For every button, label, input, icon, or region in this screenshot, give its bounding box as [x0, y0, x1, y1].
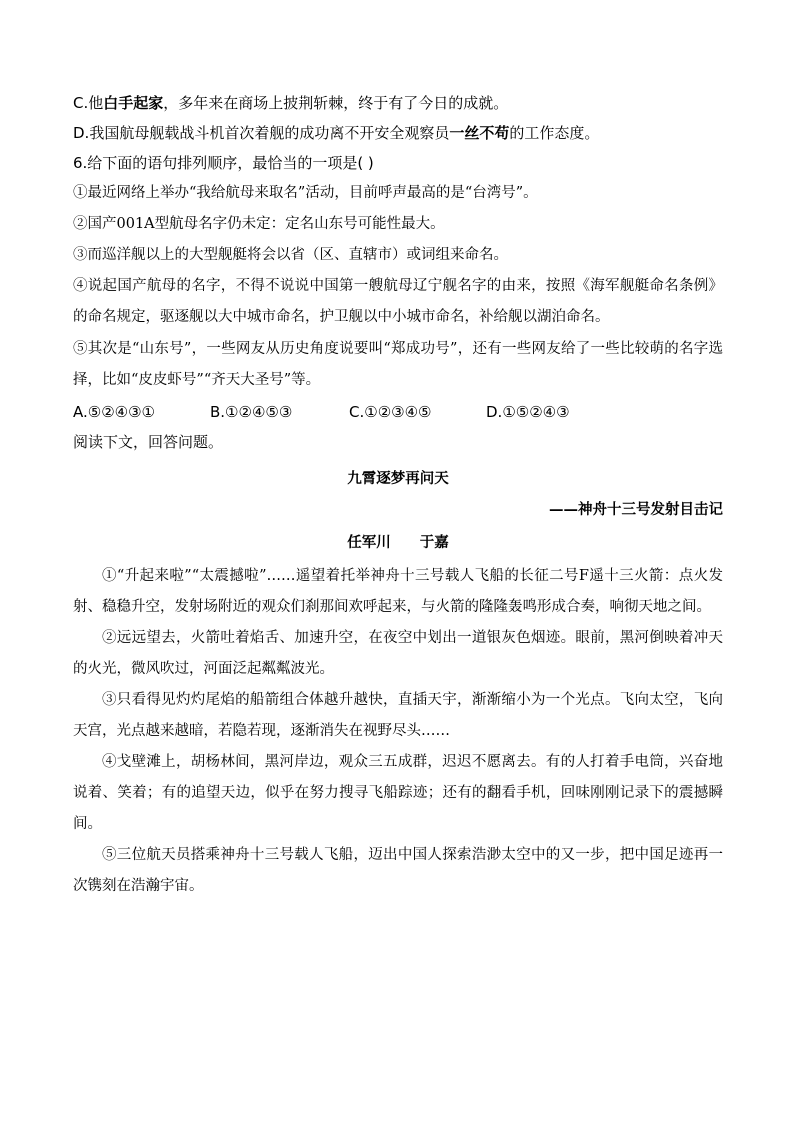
- article-title: 九霄逐梦再问天: [347, 470, 449, 487]
- option-c-bold-term: 白手起家: [103, 94, 164, 112]
- answer-choices: [73, 402, 723, 422]
- article-subtitle: ——神舟十三号发射目击记: [549, 501, 723, 518]
- article-authors: 任军川 于嘉: [347, 534, 449, 551]
- choice-c: C.①②③④⑤: [349, 403, 432, 421]
- sentence-1: ①最近网络上举办“我给航母来取名”活动，目前呼声最高的是“台湾号”。: [73, 185, 538, 201]
- option-d-line: [73, 123, 723, 143]
- sentence-4: ④说起国产航母的名字，不得不说说中国第一艘航母辽宁舰名字的由来，按照《海军舰艇命名条例》的命名规定，驱逐舰以大中城市命名，护卫舰以中小城市命名，补给舰以湖泊命名。: [73, 278, 723, 325]
- article-paragraph-2: ②远远望去，火箭吐着焰舌、加速升空，在夜空中划出一道银灰色烟迹。眼前，黑河倒映着冲天的火光，微风吹过，河面泛起粼粼波光。: [73, 630, 723, 677]
- choice-a: A.⑤②④③①: [73, 403, 156, 421]
- article-paragraph-4: ④戈壁滩上，胡杨林间，黑河岸边，观众三五成群，迟迟不愿离去。有的人打着手电筒，兴奋地说着、笑着；有的追望天边，似乎在努力搜寻飞船踪迹；还有的翻看手机，回味刚刚记录下的震撼瞬间。: [73, 754, 723, 832]
- sentence-2: ②国产001A型航母名字仍未定：定名山东号可能性最大。: [73, 216, 445, 232]
- sentence-5: ⑤其次是“山东号”，一些网友从历史角度说要叫“郑成功号”，还有一些网友给了一些比较萌的名字选择，比如“皮皮虾号”“齐天大圣号”等。: [73, 341, 723, 388]
- option-d-bold-term: 一丝不苟: [449, 124, 510, 142]
- article-paragraph-1: ①“升起来啦”“太震撼啦”……遥望着托举神舟十三号载人飞船的长征二号F遥十三火箭：点火发射、稳稳升空，发射场附近的观众们刹那间欢呼起来，与火箭的隆隆轰鸣形成合奏，响彻天地之间。: [73, 568, 723, 615]
- option-c-line: [73, 93, 723, 113]
- option-c-prefix: C.他: [73, 94, 104, 112]
- page-content: [73, 93, 723, 902]
- article-paragraph-3: ③只看得见灼灼尾焰的船箭组合体越升越快，直插天宇，渐渐缩小为一个光点。飞向太空，飞向天宫，光点越来越暗，若隐若现，逐渐消失在视野尽头……: [73, 692, 723, 739]
- sentence-3: ③而巡洋舰以上的大型舰艇将会以省（区、直辖市）或词组来命名。: [73, 247, 508, 263]
- option-c-suffix: ，多年来在商场上披荆斩棘，终于有了今日的成就。: [163, 94, 509, 112]
- option-d-prefix: D.我国航母舰载战斗机首次着舰的成功离不开安全观察员: [73, 124, 450, 142]
- option-d-suffix: 的工作态度。: [509, 124, 600, 142]
- article-paragraph-5: ⑤三位航天员搭乘神舟十三号载人飞船，迈出中国人探索浩渺太空中的又一步，把中国足迹再一次镌刻在浩瀚宇宙。: [73, 847, 723, 894]
- choice-d: D.①⑤②④③: [486, 403, 570, 421]
- choice-b: B.①②④⑤③: [210, 403, 293, 421]
- reading-instruction: 阅读下文，回答问题。: [73, 433, 224, 451]
- question-6-stem: 6.给下面的语句排列顺序，最恰当的一项是( ): [73, 154, 374, 172]
